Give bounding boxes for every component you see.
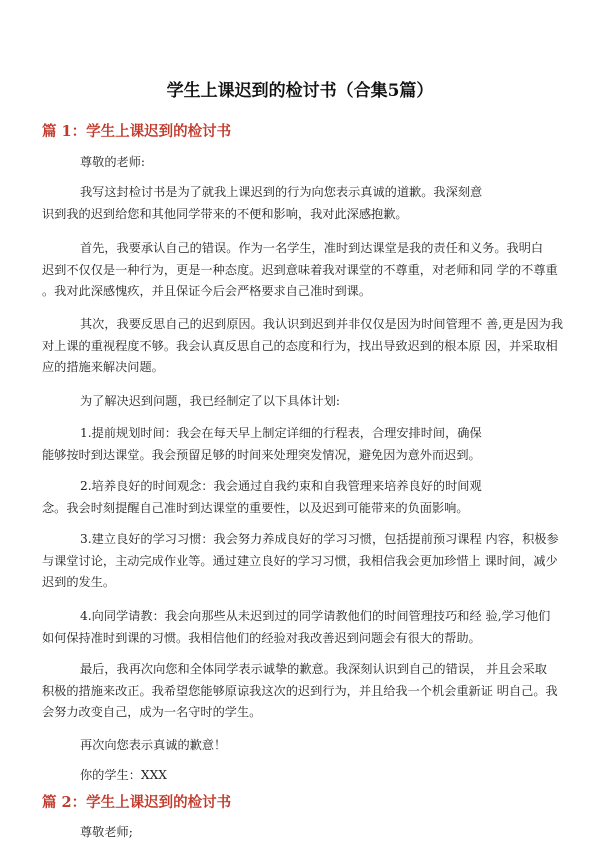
document-title: 学生上课迟到的检讨书（合集5篇）: [166, 81, 434, 101]
text-line: 应的措施来解决问题。: [42, 360, 164, 374]
text-line: 识到我的迟到给您和其他同学带来的不便和影响，我对此深感抱歉。: [42, 206, 408, 221]
text-line: 3.建立良好的学习习惯：我会努力养成良好的学习习惯，包括提前预习课程 内容，积极参: [80, 532, 559, 546]
section-1-heading: 篇 1：学生上课迟到的检讨书: [42, 123, 232, 140]
text-line: 对上课的重视程度不够。我会认真反思自己的态度和行为，找出导致迟到的根本原 因，并采取相: [42, 338, 558, 353]
text-line: 迟到的发生。: [42, 575, 116, 589]
section-1-paragraph-5: [42, 423, 562, 466]
section-1-paragraph-1: [42, 182, 562, 225]
section-1-signature: 你的学生：XXX: [80, 768, 167, 782]
text-line: 我写这封检讨书是为了就我上课迟到的行为向您表示真诚的道歉。我深刻意: [80, 185, 483, 199]
text-line: 其次，我要反思自己的迟到原因。我认识到迟到并非仅仅是因为时间管理不 善,更是因为我: [80, 317, 564, 331]
section-1-paragraph-10: [42, 735, 562, 757]
text-line: 首先，我要承认自己的错误。作为一名学生，准时到达课堂是我的责任和义务。我明白: [80, 241, 544, 255]
section-1-greeting: 尊敬的老师:: [80, 155, 146, 169]
text-line: 与课堂讨论，主动完成作业等。通过建立良好的学习习惯，我相信我会更加珍惜上 课时间，减少: [42, 553, 558, 568]
section-1-paragraph-6: [42, 476, 562, 519]
text-line: 1.提前规划时间：我会在每天早上制定详细的行程表，合理安排时间，确保: [80, 426, 482, 440]
section-1-paragraph-7: [42, 529, 562, 594]
text-line: 最后，我再次向您和全体同学表示诚挚的歉意。我深刻认识到自己的错误， 并且会采取: [80, 662, 547, 676]
text-line: 。我对此深感愧疚，并且保证今后会严格要求自己准时到课。: [42, 284, 372, 298]
text-line: 再次向您表示真诚的歉意！: [80, 738, 227, 752]
text-line: 2.培养良好的时间观念：我会通过自我约束和自我管理来培养良好的时间观: [80, 479, 482, 493]
text-line: 会努力改变自己，成为一名守时的学生。: [42, 705, 262, 719]
section-2-heading: 篇 2：学生上课迟到的检讨书: [42, 794, 232, 811]
section-1-paragraph-4: [42, 391, 562, 413]
text-line: 积极的措施来改正。我希望您能够原谅我这次的迟到行为，并且给我一个机会重新证 明自己。我: [42, 683, 558, 698]
section-2-greeting: 尊敬老师;: [80, 825, 133, 839]
text-line: 念。我会时刻提醒自己准时到达课堂的重要性，以及迟到可能带来的负面影响。: [42, 500, 469, 515]
section-1-paragraph-9: [42, 659, 562, 724]
text-line: 如何保持准时到课的习惯。我相信他们的经验对我改善迟到问题会有很大的帮助。: [42, 630, 481, 645]
section-1-paragraph-8: [42, 606, 562, 649]
section-1-paragraph-3: [42, 314, 562, 379]
text-line: 为了解决迟到问题，我已经制定了以下具体计划:: [80, 394, 341, 408]
text-line: 4.向同学请教：我会向那些从未迟到过的同学请教他们的时间管理技巧和经 验,学习他们: [80, 609, 551, 623]
text-line: 能够按时到达课堂。我会预留足够的时间来处理突发情况，避免因为意外而迟到。: [42, 447, 481, 462]
section-1-paragraph-2: [42, 238, 562, 303]
text-line: 迟到不仅仅是一种行为，更是一种态度。迟到意味着我对课堂的不尊重，对老师和同 学的不尊重: [42, 262, 558, 277]
